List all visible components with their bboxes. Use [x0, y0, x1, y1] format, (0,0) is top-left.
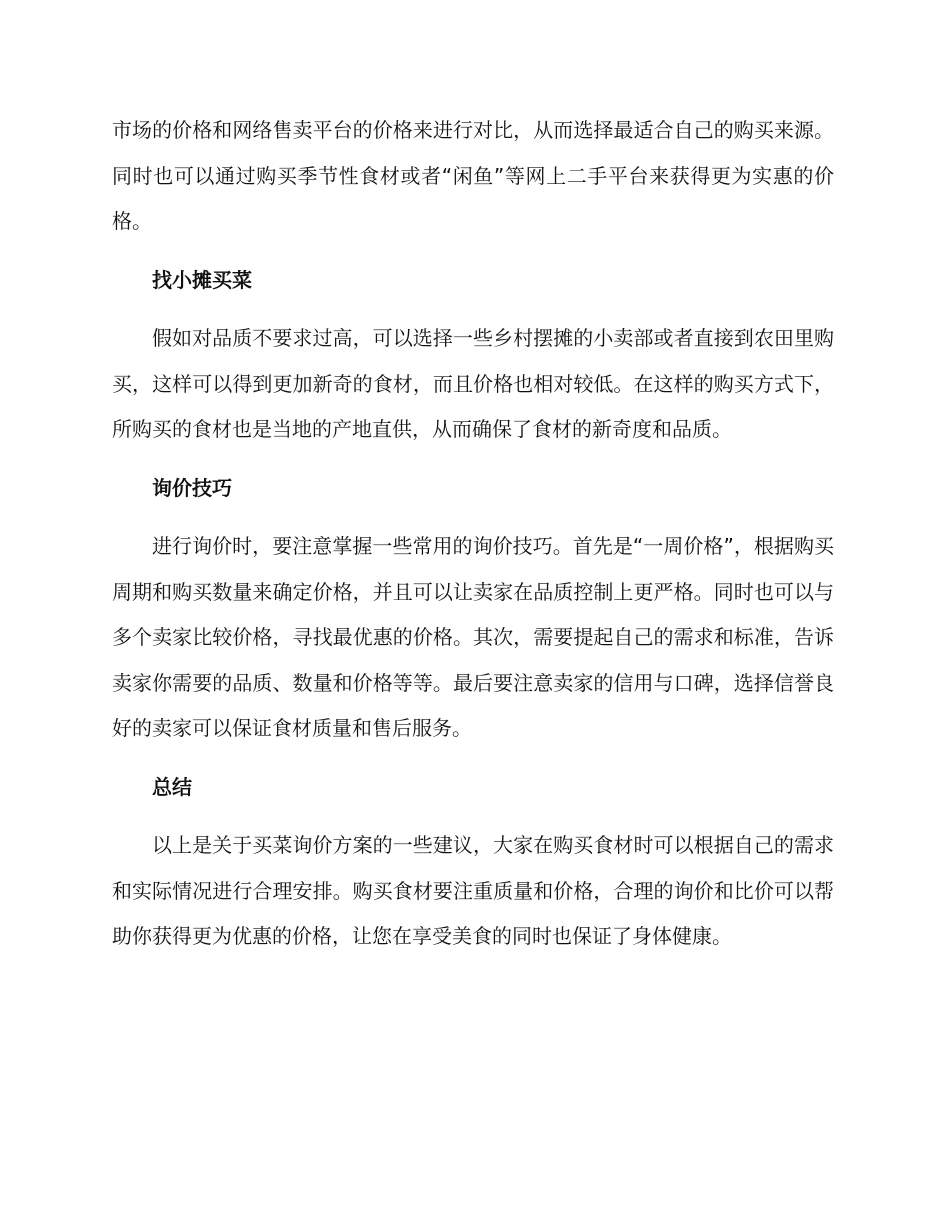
- section-heading-street-stalls: 找小摊买菜: [152, 267, 252, 292]
- section-body-summary: 以上是关于买菜询价方案的一些建议，大家在购买食材时可以根据自己的需求和实际情况进行合理安排。购买食材要注重质量和价格，合理的询价和比价可以帮助你获得更为优惠的价格，让您在享受美食的同时也保证了身体健康。: [112, 833, 834, 948]
- document-body: [112, 108, 834, 973]
- section-body-inquiry-tips: 进行询价时，要注意掌握一些常用的询价技巧。首先是“一周价格”，根据购买周期和购买数量来确定价格，并且可以让卖家在品质控制上更严格。同时也可以与多个卖家比较价格，寻找最优惠的价格。其次，需要提起自己的需求和标准，告诉卖家你需要的品质、数量和价格等等。最后要注意卖家的信用与口碑，选择信誉良好的卖家可以保证食材质量和售后服务。: [112, 534, 834, 740]
- section-body-street-stalls: 假如对品质不要求过高，可以选择一些乡村摆摊的小卖部或者直接到农田里购买，这样可以得到更加新奇的食材，而且价格也相对较低。在这样的购买方式下，所购买的食材也是当地的产地直供，从而确保了食材的新奇度和品质。: [112, 326, 834, 441]
- intro-paragraph: 市场的价格和网络售卖平台的价格来进行对比，从而选择最适合自己的购买来源。同时也可以通过购买季节性食材或者“闲鱼”等网上二手平台来获得更为实惠的价格。: [112, 118, 834, 233]
- section-heading-inquiry-tips: 询价技巧: [152, 475, 232, 500]
- section-heading-summary: 总结: [152, 774, 192, 799]
